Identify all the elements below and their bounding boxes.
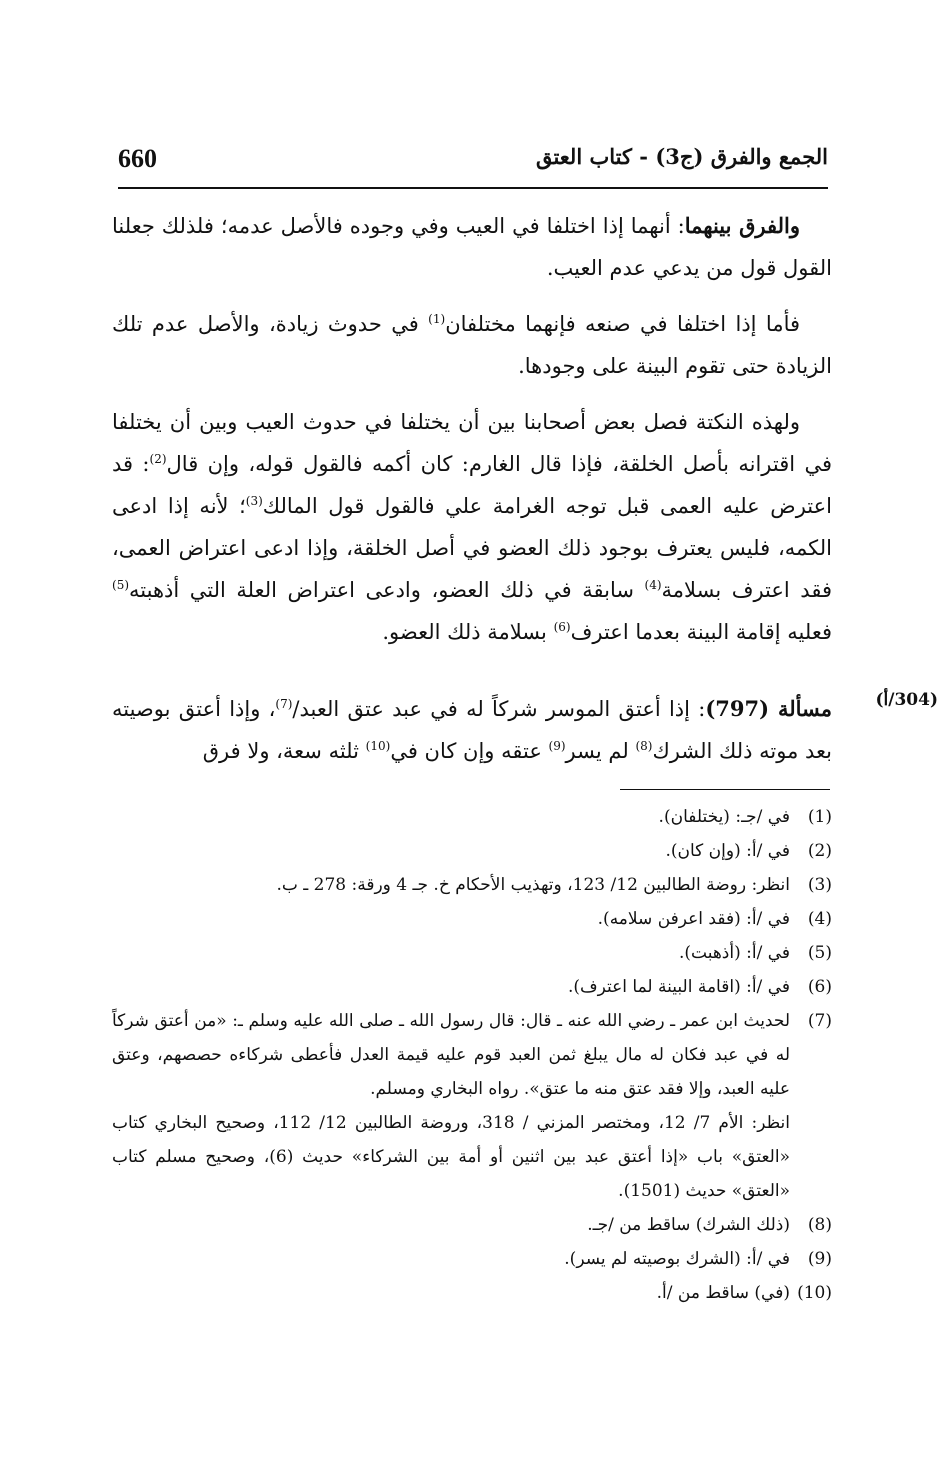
footnote-text: في /أ: (فقد اعرفن سلامه). (597, 909, 790, 929)
footnote-number: (5) (807, 943, 832, 963)
footnote-ref-6[interactable]: (6) (553, 620, 571, 634)
footnote-3 (112, 868, 832, 902)
footnote-text: في /أ: (الشرك بوصيته لم يسر). (564, 1249, 790, 1269)
footnote-number: (7) (807, 1011, 832, 1031)
footnote-text: في /أ: (اقامة البينة لما اعترف). (567, 977, 790, 997)
paragraph-text: : إذا أعتق الموسر شركاً له في عبد عتق العبد/ (292, 697, 706, 721)
paragraph-text: ولهذه النكتة فصل بعض أصحابنا بين أن يختلفا في حدوث العيب وبين أن يختلفا في اقترانه بأصل الخلقة، فإذا قال الغارم: كان أكمه فالقول قوله، وإن قال (112, 410, 832, 476)
footnote-7 (112, 1004, 832, 1106)
paragraph-text: : أنهما إذا اختلفا في العيب وفي وجوده فالأصل عدمه؛ فلذلك جعلنا القول قول من يدعي عدم العيب. (112, 214, 832, 280)
footnote-4 (112, 902, 832, 936)
footnote-1 (112, 800, 832, 834)
footnote-rule (620, 789, 830, 790)
footnote-6 (112, 970, 832, 1004)
footnote-text: في /جـ: (يختلفان). (658, 807, 790, 827)
paragraph-2 (112, 303, 832, 387)
footnote-number: (3) (807, 875, 832, 895)
footnote-text: (في) ساقط من /أ. (656, 1283, 790, 1303)
footnote-number: (10) (797, 1283, 832, 1303)
footnote-text: لحديث ابن عمر ـ رضي الله عنه ـ قال: قال رسول الله ـ صلى الله عليه وسلم ـ: «من أعتق شركاً له في عبد فكان له مال يبلغ ثمن العبد قوم عليه قيمة العدل فأعطى شركاءه حصصهم، وعتق عليه العبد، وإلا فقد عتق منه ما عتق». رواه البخاري ومسلم. (112, 1011, 790, 1099)
footnote-number: (6) (807, 977, 832, 997)
paragraph-text: لم يسر (565, 739, 636, 763)
paragraph-text: سابقة في ذلك العضو، وادعى اعتراض العلة التي أذهبته (129, 578, 645, 602)
footnote-9 (112, 1242, 832, 1276)
manuscript-folio-ref: (304/أ) (875, 690, 938, 710)
paragraph-text: عتقه وإن كان في (390, 739, 549, 763)
paragraph-text: ، وإذا أعتق بوصيته بعد موته ذلك الشرك (112, 697, 832, 763)
footnote-5 (112, 936, 832, 970)
footnote-ref-8[interactable]: (8) (635, 739, 653, 753)
footnote-ref-7[interactable]: (7) (275, 697, 293, 711)
footnote-2 (112, 834, 832, 868)
footnote-10 (112, 1276, 832, 1310)
footnote-number: (4) (807, 909, 832, 929)
paragraph-text: ؛ لأنه إذا ادعى الكمه، فليس يعترف بوجود ذلك العضو في أصل الخلقة، وإذا ادعى اعتراض العمى، فقد اعترف بسلامة (112, 494, 832, 602)
paragraph-text: فأما إذا اختلفا في صنعه فإنهما مختلفان (445, 312, 801, 336)
paragraph-text: فعليه إقامة البينة بعدما اعترف (570, 620, 832, 644)
footnote-ref-3[interactable]: (3) (245, 494, 263, 508)
masala-paragraph (112, 688, 832, 772)
masala-heading: مسألة (797) (705, 696, 832, 721)
footnote-ref-9[interactable]: (9) (548, 739, 566, 753)
running-title: الجمع والفرق (ج3) - كتاب العتق (535, 144, 828, 169)
footnote-number: (9) (807, 1249, 832, 1269)
footnote-text: انظر: روضة الطالبين 12/ 123، وتهذيب الأحكام خ. جـ 4 ورقة: 278 ـ ب. (276, 875, 790, 895)
footnote-ref-10[interactable]: (10) (365, 739, 391, 753)
footnote-ref-5[interactable]: (5) (112, 578, 130, 592)
footnote-8 (112, 1208, 832, 1242)
footnote-ref-1[interactable]: (1) (428, 312, 446, 326)
footnote-text: (ذلك الشرك) ساقط من /جـ. (587, 1215, 790, 1235)
footnotes (112, 800, 832, 1310)
footnote-number: (2) (807, 841, 832, 861)
footnote-text: في /أ: (وإن كان). (665, 841, 790, 861)
paragraph-lead: والفرق بينهما (684, 213, 800, 238)
paragraph-3 (112, 401, 832, 653)
page-number: 660 (118, 144, 157, 173)
footnote-ref-2[interactable]: (2) (149, 452, 167, 466)
paragraph-text: : قد اعترض عليه العمى قبل توجه الغرامة علي فالقول قول المالك (112, 452, 832, 518)
footnote-7-continuation: انظر: الأم 7/ 12، ومختصر المزني / 318، وروضة الطالبين 12/ 112، وصحيح البخاري كتاب «العتق» باب «إذا أعتق عبد بين اثنين أو أمة بين الشركاء» حديث (6)، وصحيح مسلم كتاب «العتق» حديث (1501). (112, 1113, 790, 1201)
footnote-text: في /أ: (أذهبت). (678, 943, 790, 963)
header-rule (118, 187, 828, 189)
footnote-number: (1) (807, 807, 832, 827)
paragraph-text: بسلامة ذلك العضو. (382, 620, 554, 644)
page-header (118, 140, 828, 182)
paragraph-text: ثلثه سعة، ولا فرق (202, 739, 366, 763)
footnote-number: (8) (807, 1215, 832, 1235)
paragraph-1 (112, 205, 832, 289)
footnote-ref-4[interactable]: (4) (644, 578, 662, 592)
main-text (112, 205, 832, 667)
paragraph-text: في حدوث زيادة، والأصل عدم تلك الزيادة حتى تقوم البينة على وجودها. (112, 312, 832, 378)
